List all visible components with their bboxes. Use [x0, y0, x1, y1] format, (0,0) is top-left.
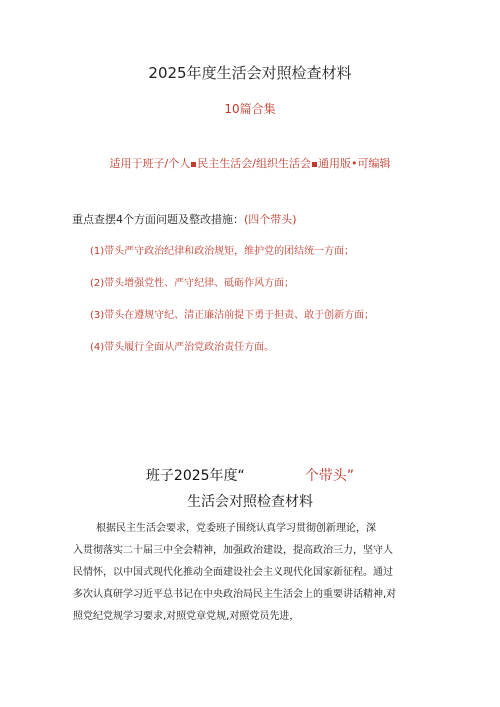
square-bullet-icon: [312, 162, 317, 167]
section-title-part-1: 班子2025年度“: [145, 468, 245, 484]
paragraph-line: 多次认真研学习近平总书记在中央政治局民主生活会上的重要讲话精神,对: [73, 589, 397, 600]
focus-item: (3)带头在遵规守纪、清正廉洁前提下勇于担责、敢于创新方面；: [90, 310, 375, 321]
section-title-line-2: 生活会对照检查材料: [187, 494, 313, 510]
paragraph-line: 民情怀，以中国式现代化推动全面建设社会主义现代化国家新征程。通过: [73, 567, 393, 578]
focus-item: (2)带头增强党性、严守纪律、砥砺作风方面；: [90, 278, 295, 289]
focus-item: (1)带头严守政治纪律和政治规矩，维护党的团结统一方面；: [90, 246, 355, 257]
document-subtitle: 10篇合集: [224, 102, 276, 116]
focus-heading-note: (四个带头): [244, 213, 297, 226]
tagline-part-1: 适用于班子/个人: [109, 157, 191, 170]
tagline-part-3: 通用版: [317, 157, 351, 170]
dot-separator: •: [350, 157, 358, 170]
paragraph-line: 根据民主生活会要求，党委班子围绕认真学习贯彻创新理论，深: [96, 523, 376, 534]
focus-heading: [72, 212, 297, 227]
section-title-line-1: [0, 466, 500, 486]
document-title: 2025年度生活会对照检查材料: [148, 64, 352, 82]
tagline-part-4: 可编辑: [357, 157, 391, 170]
section-title-part-2: 个带头”: [304, 468, 355, 484]
focus-heading-text: 重点查摆4个方面问题及整改措施：: [72, 213, 244, 226]
square-bullet-icon: [191, 162, 196, 167]
document-tagline: [0, 156, 500, 171]
paragraph-line: 入贯彻落实二十届三中全会精神，加强政治建设，提高政治三力，坚守人: [73, 545, 393, 556]
focus-item: (4)带头履行全面从严治党政治责任方面。: [90, 342, 275, 353]
paragraph-line: 照党纪党规学习要求,对照党章党规,对照党员先进，: [73, 611, 300, 622]
tagline-part-2: 民主生活会/组织生活会: [197, 157, 311, 170]
